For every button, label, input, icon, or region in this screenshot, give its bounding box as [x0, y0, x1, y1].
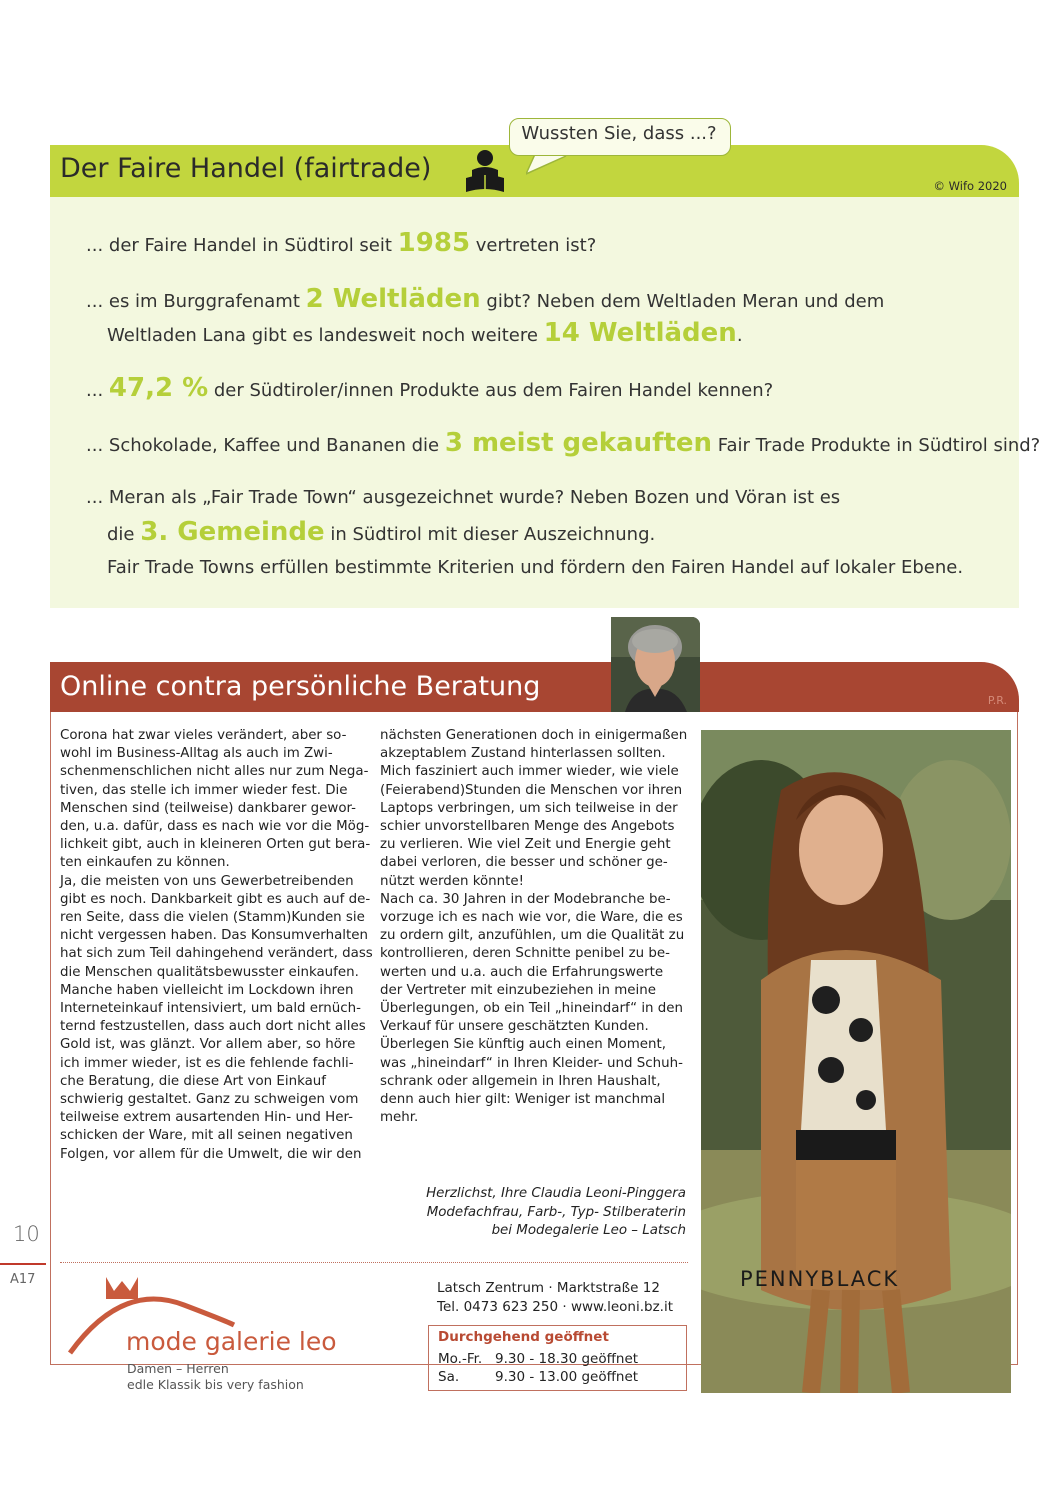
article-column-2	[380, 727, 687, 1127]
article-line: schicken der Ware, mit all seinen negativen	[60, 1128, 353, 1144]
article-line: zu verlieren. Wie viel Zeit und Energie geht	[380, 837, 671, 853]
article-line: vorzuge ich es nach wie vor, die Ware, die es	[380, 910, 683, 926]
dotted-divider	[60, 1262, 688, 1263]
signature	[380, 1185, 686, 1241]
article-line: ren Seite, dass die vielen (Stamm)Kunden sie	[60, 910, 365, 926]
article-line: nächsten Generationen doch in einigermaßen	[380, 728, 688, 743]
article-line: (Feierabend)Stunden die Menschen vor ihren	[380, 782, 683, 798]
ad-header	[50, 662, 1019, 712]
copyright-note: © Wifo 2020	[933, 179, 1007, 193]
ad-title: Online contra persönliche Beratung	[60, 671, 541, 702]
signature-line: Modefachfrau, Farb-, Typ- Stilberaterin	[426, 1204, 686, 1220]
article-line: die Menschen qualitätsbewusster einkaufen.	[60, 964, 359, 980]
article-column-1	[60, 727, 373, 1164]
article-line: ternd festzustellen, dass auch dort nicht alles	[60, 1019, 366, 1035]
article-line: schrank oder allgemein in Ihren Haushalt,	[380, 1073, 661, 1089]
opening-hours-row: Sa. 9.30 - 13.00 geöffnet	[438, 1369, 639, 1385]
fact-line: ... Schokolade, Kaffee und Bananen die 3 meist gekauften Fair Trade Produkte in Südtirol sind?	[86, 428, 1041, 458]
article-line: ich immer wieder, ist es die fehlende fachli-	[60, 1055, 354, 1071]
article-line: gibt es noch. Dankbarkeit gibt es auch auf de-	[60, 891, 371, 907]
brand-logo-text: PENNYBLACK	[740, 1267, 900, 1291]
fact-line: ... es im Burggrafenamt 2 Weltläden gibt? Neben dem Weltladen Meran und dem	[86, 284, 885, 314]
article-line: Gold ist, was glänzt. Vor allem aber, so höre	[60, 1037, 356, 1053]
fact-line: die 3. Gemeinde in Südtirol mit dieser Auszeichnung.	[107, 517, 656, 547]
pr-mark: P.R.	[987, 694, 1007, 707]
shop-logo-tagline: edle Klassik bis very fashion	[127, 1377, 304, 1392]
page-number: 10	[13, 1222, 40, 1246]
signature-line: Herzlichst, Ihre Claudia Leoni-Pinggera	[426, 1186, 686, 1201]
address-line: Latsch Zentrum · Marktstraße 12	[437, 1280, 660, 1296]
reader-icon	[463, 148, 507, 194]
article-line: Überlegungen, ob ein Teil „hineindarf“ in den	[380, 1001, 684, 1017]
fact-line: ... Meran als „Fair Trade Town“ ausgezeichnet wurde? Neben Bozen und Vöran ist es	[86, 487, 841, 508]
article-line: Manche haben vielleicht im Lockdown ihren	[60, 982, 354, 998]
fact-highlight: 47,2 %	[108, 373, 209, 403]
fact-highlight: 1985	[397, 228, 471, 258]
article-line: Menschen sind (teilweise) dankbarer gewor-	[60, 800, 357, 816]
article-line: hat sich zum Teil dahingehend verändert, dass	[60, 946, 373, 962]
article-line: lichkeit gibt, auch in kleineren Orten gut bera-	[60, 837, 371, 853]
article-line: schier unvorstellbaren Menge des Angebots	[380, 819, 675, 835]
article-line: was „hineindarf“ in Ihren Kleider- und Schuh-	[380, 1055, 683, 1071]
fact-line: Weltladen Lana gibt es landesweit noch weitere 14 Weltläden.	[107, 318, 743, 348]
article-line: schwierig gestaltet. Ganz zu schweigen vom	[60, 1092, 359, 1108]
fact-highlight: 3. Gemeinde	[140, 517, 325, 547]
signature-line: bei Modegalerie Leo – Latsch	[491, 1223, 686, 1238]
speech-bubble-text: Wussten Sie, dass ...?	[521, 123, 717, 144]
article-line: nicht vergessen haben. Das Konsumverhalten	[60, 928, 368, 944]
article-line: wohl im Business-Alltag als auch im Zwi-	[60, 746, 333, 762]
article-line: der Vertreter mit einzubeziehen in meine	[380, 982, 656, 998]
page-code: A17	[10, 1272, 36, 1287]
article-line: Corona hat zwar vieles verändert, aber so-	[60, 728, 347, 743]
opening-hours-box	[428, 1325, 687, 1391]
fashion-photo	[701, 730, 1011, 1393]
fact-line: ... der Faire Handel in Südtirol seit 1985 vertreten ist?	[86, 228, 597, 258]
fairtrade-title: Der Faire Handel (fairtrade)	[60, 153, 432, 184]
page-marker-bar	[0, 1263, 46, 1265]
article-line: dabei verloren, die besser und schöner ge-	[380, 855, 668, 871]
article-line: den, u.a. dafür, dass es nach wie vor die Mög-	[60, 819, 370, 835]
article-line: Ja, die meisten von uns Gewerbetreibenden	[60, 873, 354, 889]
article-line: Überlegen Sie künftig auch einen Moment,	[380, 1037, 666, 1053]
fact-line: ... 47,2 % der Südtiroler/innen Produkte aus dem Fairen Handel kennen?	[86, 373, 774, 403]
article-line: che Beratung, die diese Art von Einkauf	[60, 1073, 326, 1089]
fact-highlight: 3 meist gekauften	[444, 428, 713, 458]
fact-highlight: 14 Weltläden	[543, 318, 737, 348]
article-line: Mich fasziniert auch immer wieder, wie viele	[380, 764, 679, 780]
article-line: werten und u.a. auch die Erfahrungswerte	[380, 964, 664, 980]
article-line: zu ordern gilt, anzufühlen, um die Qualität zu	[380, 928, 685, 944]
shop-logo-subtitle: Damen – Herren	[127, 1361, 229, 1376]
article-line: Interneteinkauf intensiviert, um bald ernüch-	[60, 1001, 361, 1017]
shop-logo-name: mode galerie leo	[126, 1327, 337, 1356]
article-line: kontrollieren, deren Schnitte penibel zu be-	[380, 946, 670, 962]
contact-line: Tel. 0473 623 250 · www.leoni.bz.it	[437, 1299, 674, 1315]
article-line: teilweise extrem ausartenden Hin- und Her-	[60, 1110, 353, 1126]
article-line: akzeptablem Zustand hinterlassen sollten.	[380, 746, 666, 762]
opening-hours-title: Durchgehend geöffnet	[438, 1329, 609, 1345]
crown-icon	[66, 1275, 366, 1375]
article-line: Laptops verbringen, um sich teilweise in der	[380, 800, 678, 816]
article-line: schenmenschlichen nicht alles nur zum Nega-	[60, 764, 369, 780]
author-portrait	[611, 617, 700, 712]
speech-bubble	[509, 118, 731, 156]
article-line: nützt werden könnte!	[380, 873, 525, 889]
article-line: Verkauf für unsere geschätzten Kunden.	[380, 1019, 649, 1035]
article-line: tiven, das stelle ich immer wieder fest. Die	[60, 782, 348, 798]
fact-line: Fair Trade Towns erfüllen bestimmte Kriterien und fördern den Fairen Handel auf lokaler Ebene.	[107, 557, 964, 578]
article-line: ten einkaufen zu können.	[60, 855, 230, 871]
opening-hours-row: Mo.-Fr. 9.30 - 18.30 geöffnet	[438, 1351, 639, 1367]
article-line: mehr.	[380, 1110, 419, 1126]
fact-highlight: 2 Weltläden	[305, 284, 481, 314]
article-line: Nach ca. 30 Jahren in der Modebranche be-	[380, 891, 671, 907]
article-line: denn auch hier gilt: Weniger ist manchmal	[380, 1092, 666, 1108]
article-line: Folgen, vor allem für die Umwelt, die wir den	[60, 1146, 362, 1162]
